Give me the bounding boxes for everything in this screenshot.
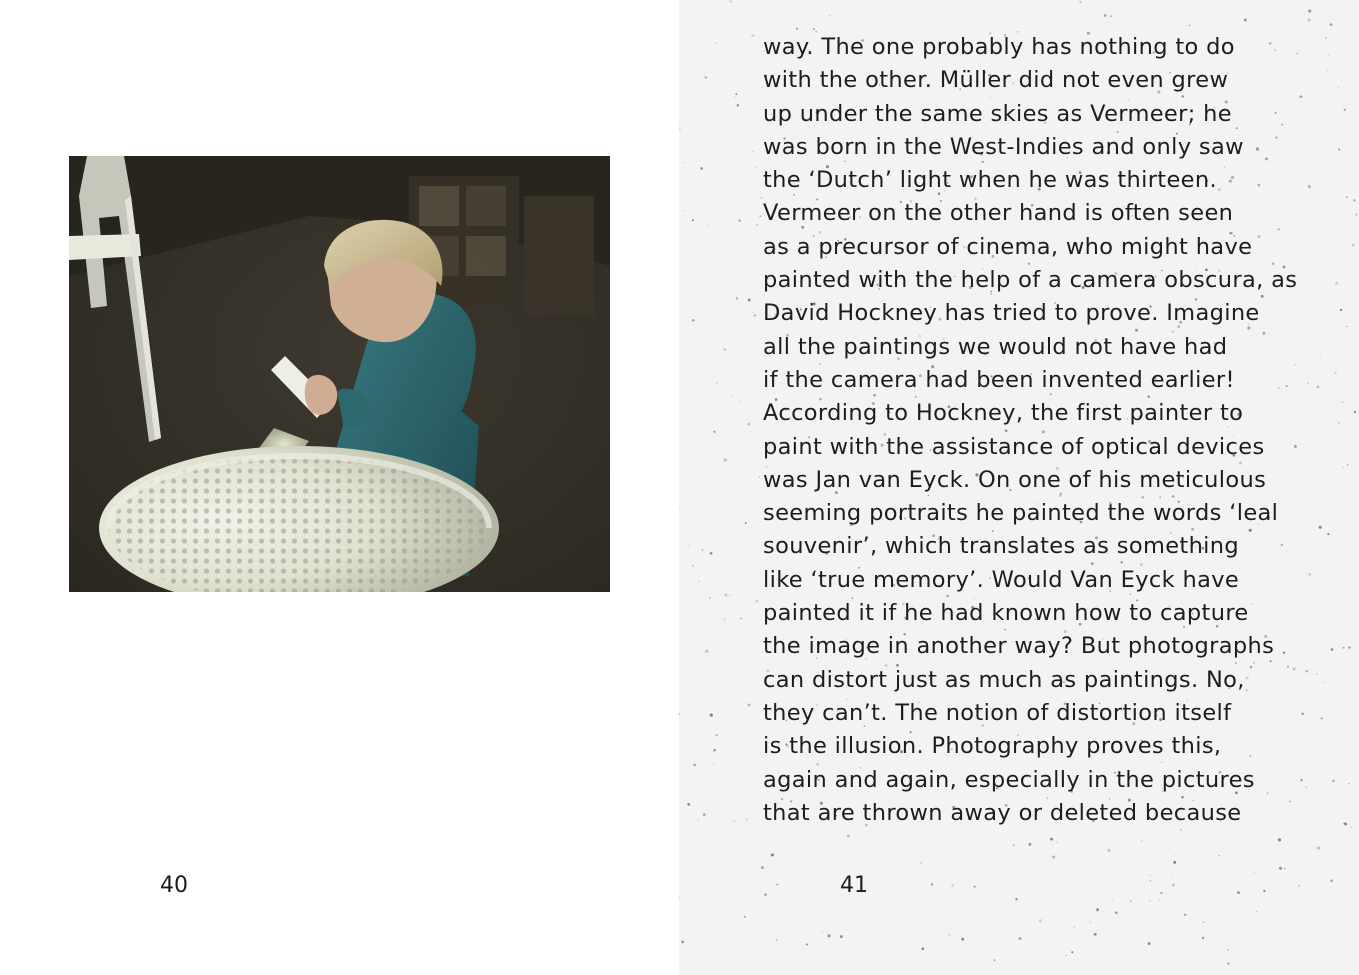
text-line: way. The one probably has nothing to do bbox=[763, 34, 1235, 60]
text-line: souvenir’, which translates as something bbox=[763, 533, 1240, 560]
text-line: Vermeer on the other hand is often seen bbox=[763, 200, 1234, 227]
text-line: all the paintings we would not have had bbox=[763, 333, 1228, 360]
text-line: with the other. Müller did not even grew bbox=[763, 67, 1229, 94]
page-number-left: 40 bbox=[160, 873, 188, 898]
right-page bbox=[679, 0, 1359, 975]
text-line: that are thrown away or deleted because bbox=[763, 799, 1242, 826]
text-line: is the illusion. Photography proves this, bbox=[763, 733, 1222, 760]
text-line: David Hockney has tried to prove. Imagine bbox=[763, 300, 1260, 327]
photograph-child-with-photo bbox=[69, 156, 610, 592]
text-line: paint with the assistance of optical devices bbox=[763, 433, 1265, 460]
text-line: painted with the help of a camera obscura, as bbox=[763, 267, 1298, 294]
text-line: According to Hockney, the first painter to bbox=[763, 400, 1244, 427]
left-page bbox=[0, 0, 679, 975]
text-line: they can’t. The notion of distortion itself bbox=[763, 699, 1232, 726]
text-line: painted it if he had known how to capture bbox=[763, 600, 1249, 627]
text-line: again and again, especially in the pictures bbox=[763, 766, 1255, 793]
text-line: like ‘true memory’. Would Van Eyck have bbox=[763, 566, 1240, 593]
text-line: the image in another way? But photographs bbox=[763, 633, 1275, 660]
text-line: the ‘Dutch’ light when he was thirteen. bbox=[763, 167, 1217, 194]
body-text bbox=[763, 31, 1353, 830]
text-line: can distort just as much as paintings. No, bbox=[763, 666, 1245, 693]
text-line: was born in the West-Indies and only saw bbox=[763, 133, 1244, 160]
text-line: seeming portraits he painted the words ‘leal bbox=[763, 500, 1279, 527]
text-line: if the camera had been invented earlier! bbox=[763, 366, 1235, 393]
text-line: was Jan van Eyck. On one of his meticulous bbox=[763, 466, 1267, 493]
page-number-right: 41 bbox=[840, 873, 868, 898]
text-line: as a precursor of cinema, who might have bbox=[763, 233, 1253, 260]
text-line: up under the same skies as Vermeer; he bbox=[763, 100, 1232, 127]
